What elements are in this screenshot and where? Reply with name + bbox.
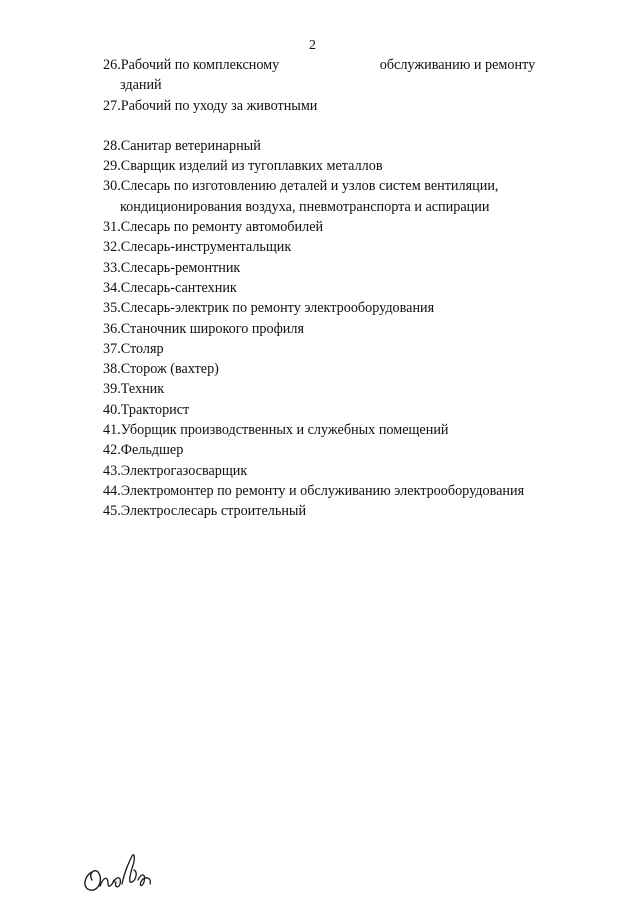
list-item-26 xyxy=(103,55,573,96)
blank-line xyxy=(103,116,573,136)
item-text: Рабочий по уходу за животными xyxy=(120,97,318,114)
list-item-37 xyxy=(103,339,573,359)
item-text: Тракторист xyxy=(120,401,190,418)
item-text-wrap: зданий xyxy=(120,77,162,94)
item-number: 44. xyxy=(103,482,121,499)
list-item-33 xyxy=(103,258,573,278)
list-item-30 xyxy=(103,176,573,217)
list-item-32 xyxy=(103,237,573,257)
item-number: 31. xyxy=(103,219,121,236)
item-text-continued: обслуживанию и ремонту xyxy=(379,57,536,73)
item-text: Сторож (вахтер) xyxy=(120,361,219,378)
item-text: Уборщик производственных и служебных помещений xyxy=(120,422,449,439)
item-number: 40. xyxy=(103,401,121,418)
item-number: 27. xyxy=(103,97,121,114)
list-item-29 xyxy=(103,156,573,176)
list-item-36 xyxy=(103,319,573,339)
item-number: 26. xyxy=(103,57,121,73)
item-number: 36. xyxy=(103,320,121,337)
item-number: 33. xyxy=(103,259,121,276)
item-text: Электрогазосварщик xyxy=(120,462,248,479)
list-item-45 xyxy=(103,501,573,521)
item-text: Техник xyxy=(120,381,165,398)
item-text: Фельдшер xyxy=(120,442,184,459)
item-text: Слесарь-инструментальщик xyxy=(120,239,292,256)
item-text: Слесарь по ремонту автомобилей xyxy=(120,219,324,236)
item-text: Станочник широкого профиля xyxy=(120,320,305,337)
item-number: 30. xyxy=(103,178,121,195)
item-number: 42. xyxy=(103,442,121,459)
item-number: 29. xyxy=(103,158,121,175)
item-text: Слесарь по изготовлению деталей и узлов систем вентиляции, xyxy=(120,178,499,195)
item-number: 39. xyxy=(103,381,121,398)
handwritten-signature-icon xyxy=(78,846,168,896)
item-text: Сварщик изделий из тугоплавких металлов xyxy=(120,158,383,175)
item-number: 37. xyxy=(103,340,121,357)
list-item-42 xyxy=(103,440,573,460)
item-text: Столяр xyxy=(120,340,164,357)
list-item-40 xyxy=(103,400,573,420)
item-number: 38. xyxy=(103,361,121,378)
list-item-39 xyxy=(103,379,573,399)
list-item-38 xyxy=(103,359,573,379)
list-item-27 xyxy=(103,96,573,116)
profession-list xyxy=(103,55,573,522)
item-text: Слесарь-ремонтник xyxy=(120,259,241,276)
item-number: 35. xyxy=(103,300,121,317)
list-item-43 xyxy=(103,461,573,481)
item-number: 43. xyxy=(103,462,121,479)
item-text: Санитар ветеринарный xyxy=(120,137,261,154)
page-number: 2 xyxy=(309,38,316,53)
item-number: 28. xyxy=(103,137,121,154)
item-text-wrap: кондиционирования воздуха, пневмотранспорта и аспирации xyxy=(120,198,490,215)
item-number: 32. xyxy=(103,239,121,256)
item-number: 41. xyxy=(103,422,121,439)
list-item-35 xyxy=(103,298,573,318)
item-number: 45. xyxy=(103,503,121,520)
item-text: Электромонтер по ремонту и обслуживанию электрооборудования xyxy=(120,482,525,499)
list-item-31 xyxy=(103,217,573,237)
item-number: 34. xyxy=(103,279,121,296)
list-item-41 xyxy=(103,420,573,440)
item-text: Слесарь-сантехник xyxy=(120,279,237,296)
item-text: Слесарь-электрик по ремонту электрооборудования xyxy=(120,300,435,317)
list-item-34 xyxy=(103,278,573,298)
list-item-28 xyxy=(103,136,573,156)
item-text: Электрослесарь строительный xyxy=(120,503,307,520)
list-item-44 xyxy=(103,481,573,501)
item-text: Рабочий по комплексному xyxy=(120,57,280,73)
